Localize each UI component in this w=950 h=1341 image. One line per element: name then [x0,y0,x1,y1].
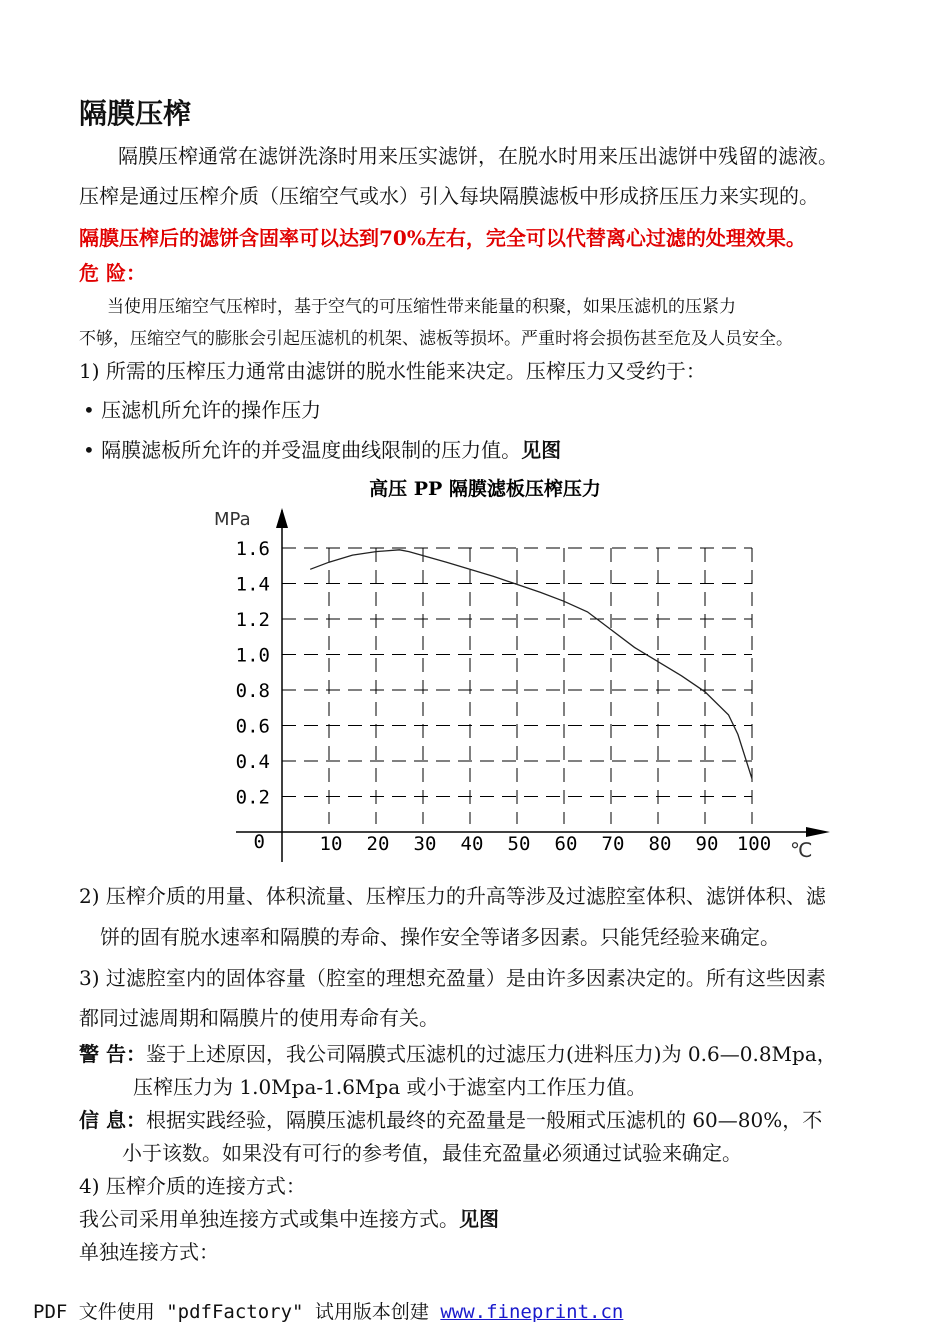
x-tick-label: 60 [554,833,578,855]
item2-line-1: 2) 压榨介质的用量、体积流量、压榨压力的升高等涉及过滤腔室体积、滤饼体积、滤 [79,884,826,908]
y-tick-label: 1.0 [235,644,270,667]
item1-bullet-1: • 压滤机所允许的操作压力 [83,398,322,422]
origin-label: 0 [253,831,265,853]
danger-line-1: 当使用压缩空气压榨时，基于空气的可压缩性带来能量的积聚，如果压滤机的压紧力 [107,297,736,317]
y-tick-label: 1.2 [235,609,270,631]
chart-axes [236,508,830,862]
chart-title: 高压 PP 隔膜滤板压榨压力 [369,478,601,500]
y-tick-label: 1.6 [235,538,270,560]
footer-link[interactable]: www.fineprint.cn [440,1301,624,1323]
y-axis-label: MPa [214,509,251,530]
x-tick-label: 30 [413,833,437,855]
chart-grid [282,548,752,824]
danger-line-2: 不够，压缩空气的膨胀会引起压滤机的机架、滤板等损坏。严重时将会损伤甚至危及人员安全。 [79,329,793,349]
item1-bullet-2: • 隔膜滤板所允许的并受温度曲线限制的压力值。见图 [83,438,562,462]
pressure-chart [0,470,950,870]
y-tick-label: 0.6 [235,715,270,738]
x-tick-label: 50 [507,833,531,855]
item2-line-2: 饼的固有脱水速率和隔膜的寿命、操作安全等诸多因素。只能凭经验来确定。 [100,925,780,949]
x-tick-label: 20 [366,833,390,855]
y-tick-label: 0.4 [235,751,270,773]
item4-text: 4) 压榨介质的连接方式： [79,1174,306,1198]
y-tick-label: 0.2 [235,786,270,809]
item3-line-1: 3) 过滤腔室内的固体容量（腔室的理想充盈量）是由许多因素决定的。所有这些因素 [79,966,826,990]
x-axis-arrow [806,827,830,837]
x-tick-label: 70 [601,833,625,855]
x-tick-label: 80 [648,833,672,855]
info-label: 信 息： [79,1108,146,1132]
y-tick-labels [236,538,270,809]
danger-heading: 危 险： [79,261,146,285]
item1-text: 1) 所需的压榨压力通常由滤饼的脱水性能来决定。压榨压力又受约于： [79,359,706,383]
item3-line-2: 都同过滤周期和隔膜片的使用寿命有关。 [79,1006,439,1030]
item4-line-2: 我公司采用单独连接方式或集中连接方式。见图 [79,1207,499,1231]
footer: PDF 文件使用 "pdfFactory" 试用版本创建 www.fineprint.cn [33,1301,624,1323]
y-axis-arrow [276,508,288,528]
highlight-text: 隔膜压榨后的滤饼含固率可以达到70%左右，完全可以代替离心过滤的处理效果。 [79,226,806,250]
warning-line-2: 压榨压力为 1.0Mpa-1.6Mpa 或小于滤室内工作压力值。 [133,1075,647,1099]
warning-line-1: 警 告：鉴于上述原因，我公司隔膜式压滤机的过滤压力(进料压力)为 0.6—0.8Mpa， [79,1042,837,1066]
y-tick-label: 0.8 [235,680,270,702]
warning-label: 警 告： [79,1042,146,1066]
x-tick-label: 10 [319,833,343,855]
intro-line-1: 隔膜压榨通常在滤饼洗涤时用来压实滤饼，在脱水时用来压出滤饼中残留的滤液。 [118,144,838,168]
x-tick-label: 100 [736,833,772,855]
x-tick-label: 90 [695,833,719,855]
item4-line-3: 单独连接方式： [79,1240,219,1264]
y-tick-label: 1.4 [235,573,270,596]
x-axis-label: ℃ [790,838,813,862]
info-line-2: 小于该数。如果没有可行的参考值，最佳充盈量必须通过试验来确定。 [122,1141,742,1165]
page-title: 隔膜压榨 [79,97,192,130]
intro-line-2: 压榨是通过压榨介质（压缩空气或水）引入每块隔膜滤板中形成挤压压力来实现的。 [79,184,819,208]
info-line-1: 信 息：根据实践经验，隔膜压滤机最终的充盈量是一般厢式压滤机的 60—80%，不 [79,1108,823,1132]
x-tick-labels [320,833,772,855]
x-tick-label: 40 [460,833,484,855]
